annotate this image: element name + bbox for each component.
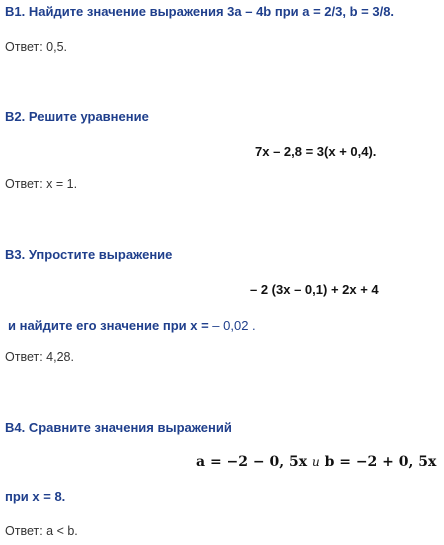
b4-expr-a: a = −2 − 0, 5x: [196, 454, 308, 470]
b2-equation: 7х – 2,8 = 3(х + 0,4).: [255, 144, 377, 159]
b2-heading: В2. Решите уравнение: [5, 109, 149, 124]
b4-expressions: [196, 454, 436, 470]
b4-condition: при х = 8.: [5, 489, 66, 504]
b3-expression: – 2 (3х – 0,1) + 2х + 4: [250, 282, 379, 297]
b3-answer: Ответ: 4,28.: [5, 350, 74, 364]
b4-expr-b: b = −2 + 0, 5x: [324, 454, 437, 470]
b1-answer: Ответ: 0,5.: [5, 40, 68, 54]
b3-condition: [8, 318, 256, 333]
b1-heading: В1. Найдите значение выражения 3а – 4b при а = 2/3, b = 3/8.: [5, 4, 395, 19]
b4-heading: В4. Сравните значения выражений: [5, 420, 232, 435]
b4-answer: Ответ: а < b.: [5, 524, 78, 538]
b4-conjunction: и: [311, 455, 320, 469]
b3-value: – 0,02 .: [212, 318, 256, 333]
b2-answer: Ответ: х = 1.: [5, 177, 78, 191]
b3-condition-text: и найдите его значение при х =: [8, 318, 209, 333]
b3-heading: В3. Упростите выражение: [5, 247, 173, 262]
